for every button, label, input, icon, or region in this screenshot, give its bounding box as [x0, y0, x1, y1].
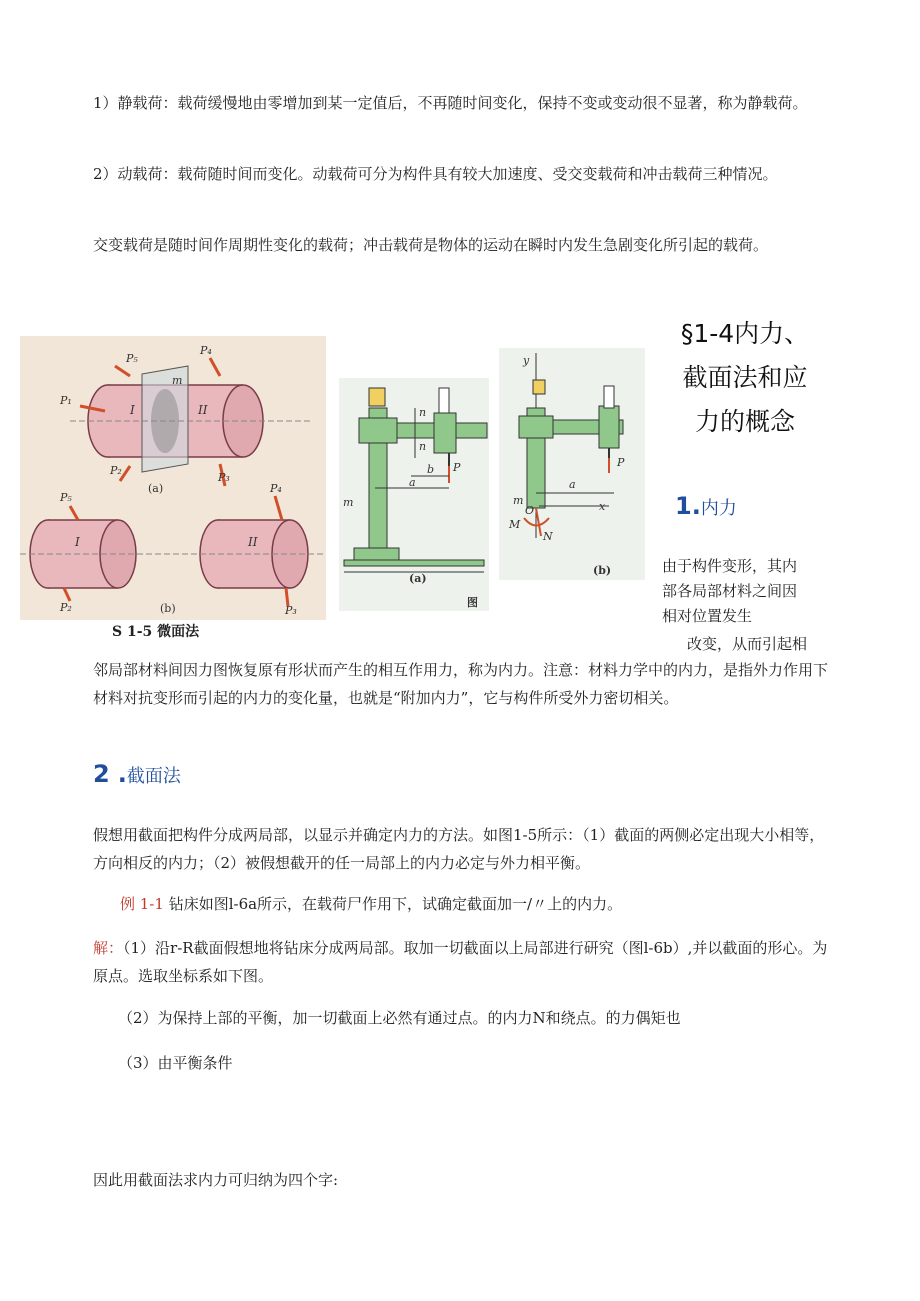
fig3-label-m: m [513, 494, 524, 507]
section-title-line1: §1-4内力、 [680, 319, 810, 348]
fig2-tu: 图 [467, 596, 478, 609]
subheading-internal-force [675, 492, 737, 520]
fig1-label-p1: P₁ [60, 394, 72, 407]
right-text-column [662, 554, 832, 657]
fig1-label-a: (a) [148, 482, 164, 495]
fig2-label-n: n [419, 406, 427, 419]
fig3-label-P: P [617, 456, 625, 469]
fig1-label-II: II [198, 403, 208, 417]
subheading-section-method [93, 760, 181, 788]
fig1-label-p3: P₃ [285, 604, 297, 617]
subheading-number: 2 [93, 760, 110, 788]
fig1-label-p4: P₄ [270, 482, 282, 495]
paragraph-closing: 因此用截面法求内力可归纳为四个字: [93, 1171, 339, 1189]
paragraph-static-load: 1）静载荷：载荷缓慢地由零增加到某一定值后，不再随时间变化，保持不变或变动很不显著，称为静载荷。 [93, 94, 808, 112]
fig3-label-x: x [599, 500, 606, 513]
right-text-line: 由于构件变形，其内 [662, 557, 798, 575]
right-text-line: 部各局部材料之间因 [662, 582, 798, 600]
paragraph-dynamic-load: 2）动载荷：载荷随时间而变化。动载荷可分为构件具有较大加速度、受交变载荷和冲击载荷三种情况。 [93, 165, 778, 183]
subheading-label: 截面法 [126, 766, 181, 787]
figure-caption: S 1-5 微面法 [112, 624, 200, 640]
fig1-label-I: I [75, 535, 80, 549]
fig2-tag: (a) [409, 572, 427, 585]
fig1-label-p2: P₂ [110, 464, 122, 477]
subheading-label: 内力 [700, 498, 737, 519]
figure-drill-machine-b [499, 348, 645, 580]
fig1-label-p5: P₅ [126, 352, 138, 365]
paragraph-solution-step3: （3）由平衡条件 [118, 1054, 233, 1072]
figure-section-method [20, 336, 326, 620]
paragraph-alternating-load: 交变载荷是随时间作周期性变化的载荷；冲击载荷是物体的运动在瞬时内发生急剧变化所引起的载荷。 [93, 236, 769, 254]
paragraph-example [120, 890, 840, 918]
fig3-tag: (b) [593, 564, 612, 577]
fig3-label-N: N [543, 530, 553, 543]
section-title-line3: 力的概念 [694, 407, 795, 436]
fig2-label-m: m [343, 496, 354, 509]
fig1-label-p4: P₄ [200, 344, 212, 357]
fig2-label-a: a [409, 476, 416, 489]
fig1-label-b: (b) [160, 602, 176, 615]
fig1-label-p3: P₃ [218, 471, 230, 484]
subheading-dot: . [117, 760, 127, 788]
example-label: 例 1-1 [120, 895, 164, 913]
fig2-label-b: b [427, 463, 435, 476]
solution-label: 解： [93, 939, 124, 957]
fig2-label-n: n [419, 440, 427, 453]
figure-drill-machine-a [339, 378, 489, 611]
paragraph-solution [93, 934, 838, 990]
paragraph-solution-step2: （2）为保持上部的平衡，加一切截面上必然有通过点。的内力N和绕点。的力偶矩也 [118, 1009, 681, 1027]
fig1-label-p5: P₅ [60, 491, 72, 504]
fig1-label-II: II [248, 535, 258, 549]
figure-drill-machine-a-svg [339, 378, 489, 611]
right-text-line: 改变，从而引起相 [687, 635, 808, 653]
subheading-number: 1. [675, 492, 701, 520]
fig1-label-I: I [130, 403, 135, 417]
fig1-label-p2: P₂ [60, 601, 72, 614]
fig3-label-a: a [569, 478, 576, 491]
fig3-label-O: O [525, 504, 535, 517]
paragraph-internal-force: 邻局部材料间因力图恢复原有形状而产生的相互作用力，称为内力。注意：材料力学中的内力，是指外力作用下材料对抗变形而引起的内力的变化量，也就是“附加内力”，它与构件所受外力密切相关。 [93, 661, 829, 707]
fig2-label-P: P [453, 461, 461, 474]
figure-section-method-svg [20, 336, 326, 620]
paragraph-section-method: 假想用截面把构件分成两局部，以显示并确定内力的方法。如图1-5所示：（1）截面的两侧必定出现大小相等，方向相反的内力；（2）被假想截开的任一局部上的内力必定与外力相平衡。 [93, 826, 825, 872]
figure-drill-machine-b-svg [499, 348, 645, 580]
solution-text: （1）沿r-R截面假想地将钻床分成两局部。取加一切截面以上局部进行研究（图l-6b）,并以截面的形心。为原点。选取坐标系如下图。 [93, 939, 828, 985]
example-text: 钻床如图l-6a所示，在载荷尸作用下，试确定截面加一/〃上的内力。 [163, 895, 623, 913]
right-text-line: 相对位置发生 [662, 607, 753, 625]
section-title [660, 312, 830, 444]
section-title-line2: 截面法和应 [682, 363, 808, 392]
fig3-label-y: y [523, 354, 530, 367]
fig1-label-m: m [172, 374, 183, 387]
fig3-label-M: M [509, 518, 521, 531]
